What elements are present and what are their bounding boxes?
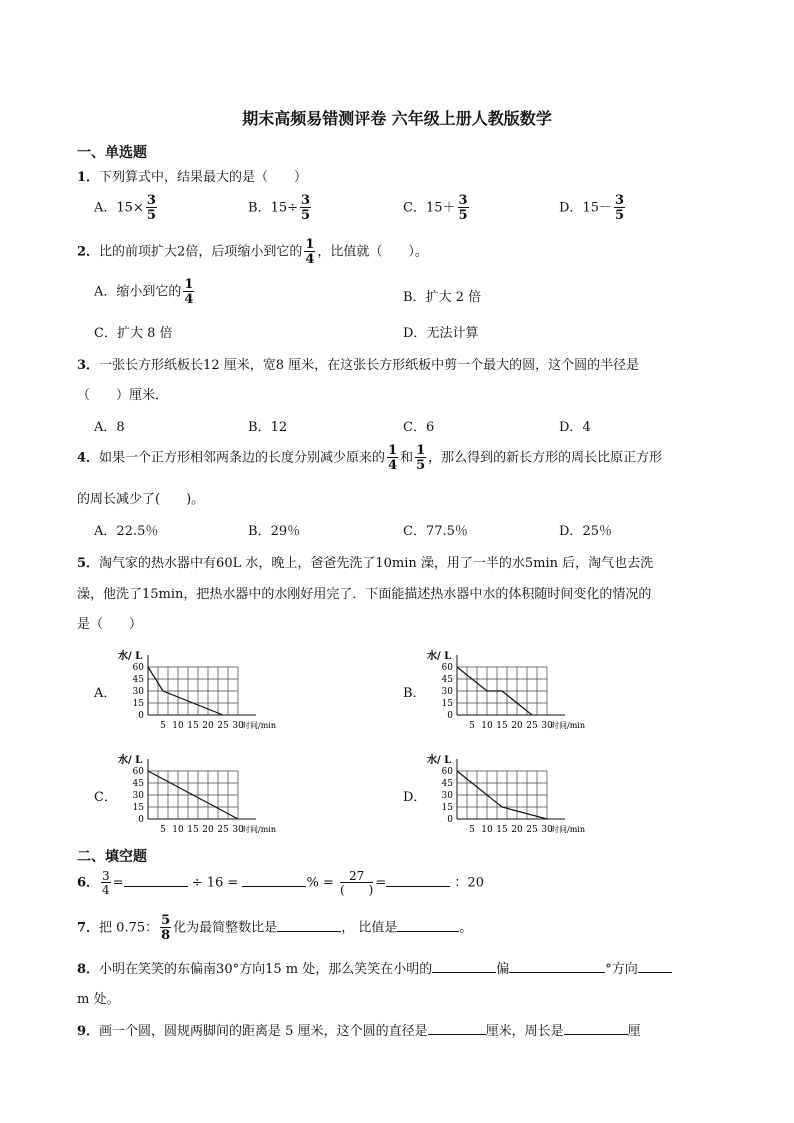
blank-input[interactable] (242, 874, 306, 887)
y-axis-label: 水/ L (118, 755, 143, 766)
question-3 (77, 354, 639, 373)
fraction: $\frac{1}{5}$ (416, 443, 426, 473)
question-text: 画一个圆，圆规两脚间的距离是 5 厘米，这个圆的直径是 (99, 1024, 428, 1039)
option-label: C． (403, 200, 426, 216)
graph-option-b[interactable] (424, 644, 594, 736)
section-heading-fill-blank: 二、填空题 (77, 849, 147, 865)
option-3c[interactable] (403, 416, 434, 435)
y-tick-label: 0 (138, 815, 144, 825)
question-text: ，那么得到的新长方形的周长比原正方形 (428, 450, 663, 466)
option-3d[interactable] (559, 416, 591, 435)
fraction: $\frac{1}{4}$ (184, 277, 194, 307)
blank-input[interactable] (124, 874, 188, 887)
graph-option-d[interactable] (424, 748, 594, 840)
option-5d-label[interactable]: D． (403, 790, 427, 805)
blank-input[interactable] (386, 874, 450, 887)
question-text: 厘米，周长是 (485, 1024, 564, 1039)
x-tick-label: 25 (217, 825, 229, 835)
x-axis-label: 时间/min (551, 721, 585, 730)
question-text: ：20 (454, 875, 484, 891)
fraction: $\frac{3}{5}$ (614, 193, 625, 223)
option-4d[interactable] (559, 520, 612, 539)
option-text: 无法计算 (426, 326, 479, 341)
option-text: 22.5％ (116, 524, 159, 539)
y-tick-label: 30 (441, 791, 453, 801)
option-text: 扩大 8 倍 (116, 326, 173, 341)
y-tick-label: 15 (441, 803, 453, 813)
question-text: 如果一个正方形相邻两条边的长度分别减少原来的 (99, 450, 386, 466)
question-6 (77, 870, 484, 896)
option-text: 12 (270, 420, 288, 435)
y-tick-label: 15 (441, 699, 453, 709)
x-tick-label: 20 (202, 825, 214, 835)
question-number: 2． (77, 244, 100, 260)
option-1a[interactable] (94, 194, 159, 222)
option-2c[interactable] (94, 322, 173, 341)
y-tick-label: 0 (447, 711, 453, 721)
option-text: 6 (425, 420, 435, 435)
option-text: 4 (582, 420, 591, 435)
x-tick-label: 5 (160, 825, 166, 835)
question-4 (77, 444, 662, 472)
fraction: $\frac{3}{5}$ (458, 193, 468, 223)
question-5 (77, 552, 653, 571)
x-axis-label: 时间/min (242, 825, 276, 834)
fraction: $\frac{5}{8}$ (161, 913, 171, 943)
x-tick-label: 20 (511, 721, 523, 731)
question-text: 把 0.75： (99, 920, 159, 936)
option-1d[interactable] (559, 194, 627, 222)
option-label: A． (94, 420, 117, 435)
y-tick-label: 45 (132, 779, 144, 789)
question-text: 偏 (496, 962, 510, 977)
x-tick-label: 30 (541, 721, 553, 731)
question-text: 淘气家的热水器中有60L 水，晚上，爸爸先洗了10min 澡，用了一半的水5min 后，淘气也去洗 (99, 556, 654, 571)
x-tick-label: 30 (232, 721, 244, 731)
question-8 (77, 958, 672, 977)
y-tick-label: 0 (447, 815, 453, 825)
x-tick-label: 5 (469, 825, 475, 835)
option-label: C． (403, 524, 426, 539)
y-tick-label: 0 (138, 711, 144, 721)
equals-sign: = (112, 875, 124, 891)
question-text: ，比值就（ ）。 (317, 244, 428, 260)
question-2 (77, 238, 428, 266)
fraction: $\frac{1}{4}$ (305, 237, 315, 267)
question-number: 1． (77, 170, 100, 185)
x-tick-label: 25 (526, 825, 538, 835)
x-axis-label: 时间/min (242, 721, 276, 730)
question-text: % = (306, 875, 334, 891)
x-tick-label: 10 (481, 721, 493, 731)
blank-input[interactable] (277, 919, 341, 932)
x-tick-label: 10 (481, 825, 493, 835)
y-tick-label: 60 (132, 767, 144, 777)
option-text: 扩大 2 倍 (425, 290, 482, 305)
fraction: $\frac{3}{4}$ (102, 869, 110, 897)
question-4-line2: 的周长减少了( )。 (77, 492, 205, 507)
question-text: 化为最简整数比是 (173, 920, 278, 936)
option-3a[interactable] (94, 416, 125, 435)
option-2d[interactable] (403, 322, 478, 341)
x-tick-label: 30 (541, 825, 553, 835)
option-4c[interactable] (403, 520, 468, 539)
option-label: D． (559, 200, 583, 216)
option-label: A． (94, 524, 117, 539)
question-number: 6． (77, 875, 100, 891)
x-tick-label: 30 (232, 825, 244, 835)
option-label: B． (248, 200, 271, 216)
y-tick-label: 30 (132, 791, 144, 801)
question-number: 8． (77, 962, 100, 977)
fraction: $\frac{3}{5}$ (301, 193, 311, 223)
option-label: C． (403, 420, 426, 435)
option-5b-label[interactable]: B． (403, 686, 426, 701)
option-3b[interactable] (248, 416, 287, 435)
question-text: ， 比值是 (341, 920, 398, 936)
question-text: ÷ 16 = (191, 875, 239, 891)
question-number: 3． (77, 358, 100, 373)
y-axis-label: 水/ L (118, 651, 143, 662)
y-tick-label: 60 (132, 663, 144, 673)
option-text: 25％ (582, 524, 612, 539)
page-title: 期末高频易错测评卷 六年级上册人教版数学 (242, 109, 552, 128)
question-text: 小明在笑笑的东偏南30°方向15 m 处，那么笑笑在小明的 (99, 962, 433, 977)
blank-input[interactable] (432, 960, 496, 973)
option-5a-label[interactable]: A． (94, 686, 117, 701)
x-tick-label: 20 (511, 825, 523, 835)
question-3-line2: （ ）厘米． (77, 388, 169, 403)
blank-input[interactable] (397, 919, 459, 932)
option-expr: 15× (116, 200, 144, 216)
option-2b[interactable] (403, 286, 481, 305)
section-heading-single-choice: 一、单选题 (77, 145, 147, 161)
question-text: °方向 (605, 962, 638, 977)
option-label: D． (559, 524, 583, 539)
blank-input[interactable] (428, 1022, 486, 1035)
x-tick-label: 25 (217, 721, 229, 731)
question-text: 一张长方形纸板长12 厘米，宽8 厘米，在这张长方形纸板中剪一个最大的圆，这个圆的半径是 (99, 358, 640, 373)
option-4b[interactable] (248, 520, 300, 539)
fraction: $\frac{27}{( )}$ (340, 869, 374, 897)
x-tick-label: 25 (526, 721, 538, 731)
option-expr: 15÷ (270, 200, 298, 216)
y-axis-label: 水/ L (427, 755, 452, 766)
x-tick-label: 15 (187, 825, 199, 835)
option-1c[interactable] (403, 194, 471, 222)
option-1b[interactable] (248, 194, 313, 222)
question-1 (77, 166, 307, 185)
equals-sign: = (375, 875, 387, 891)
fraction: $\frac{3}{5}$ (146, 193, 156, 223)
question-5-line2: 澡，他洗了15min，把热水器中的水刚好用完了．下面能描述热水器中水的体积随时间变化的情况的 (77, 587, 652, 602)
option-text: 29％ (270, 524, 301, 539)
x-tick-label: 5 (469, 721, 475, 731)
question-number: 4． (77, 450, 100, 466)
question-9 (77, 1020, 641, 1039)
blank-input[interactable] (564, 1022, 628, 1035)
x-tick-label: 20 (202, 721, 214, 731)
x-tick-label: 15 (187, 721, 199, 731)
option-label: B． (248, 420, 271, 435)
blank-input[interactable] (638, 960, 672, 973)
x-tick-label: 15 (496, 721, 508, 731)
graph-option-a[interactable] (115, 644, 285, 736)
option-4a[interactable] (94, 520, 158, 539)
y-axis-label: 水/ L (427, 651, 452, 662)
question-number: 7． (77, 920, 100, 936)
question-text: 。 (459, 920, 473, 936)
option-label: D． (403, 326, 427, 341)
question-number: 5． (77, 556, 100, 571)
question-text: 厘 (627, 1024, 641, 1039)
y-tick-label: 60 (441, 663, 453, 673)
option-expr: 15＋ (425, 200, 456, 216)
y-tick-label: 30 (441, 687, 453, 697)
y-tick-label: 30 (132, 687, 144, 697)
x-tick-label: 5 (160, 721, 166, 731)
option-label: B． (403, 290, 426, 305)
x-axis-label: 时间/min (551, 825, 585, 834)
question-text: 比的前项扩大2倍，后项缩小到它的 (99, 244, 303, 260)
blank-input[interactable] (509, 960, 605, 973)
question-number: 9． (77, 1024, 100, 1039)
option-label: D． (559, 420, 583, 435)
option-label: B． (248, 524, 271, 539)
x-tick-label: 15 (496, 825, 508, 835)
option-label: A． (94, 284, 117, 300)
y-tick-label: 45 (441, 675, 453, 685)
question-5-line3: 是（ ） (77, 617, 143, 632)
option-5c-label[interactable]: C． (94, 790, 117, 805)
option-text: 缩小到它的 (116, 284, 182, 300)
option-label: C． (94, 326, 117, 341)
y-tick-label: 15 (132, 699, 144, 709)
graph-option-c[interactable] (115, 748, 285, 840)
x-tick-label: 10 (172, 825, 184, 835)
y-tick-label: 15 (132, 803, 144, 813)
question-8-line2: m 处。 (77, 992, 120, 1007)
x-tick-label: 10 (172, 721, 184, 731)
fraction: $\frac{1}{4}$ (388, 443, 398, 473)
y-tick-label: 45 (132, 675, 144, 685)
option-expr: 15－ (582, 200, 612, 216)
option-text: 8 (116, 420, 125, 435)
option-text: 77.5％ (425, 524, 468, 539)
y-tick-label: 45 (441, 779, 453, 789)
option-label: A． (94, 200, 117, 216)
question-7 (77, 914, 472, 942)
question-text: 和 (400, 450, 414, 466)
question-text: 下列算式中，结果最大的是（ ） (99, 170, 308, 185)
y-tick-label: 60 (441, 767, 453, 777)
option-2a[interactable] (94, 278, 196, 306)
